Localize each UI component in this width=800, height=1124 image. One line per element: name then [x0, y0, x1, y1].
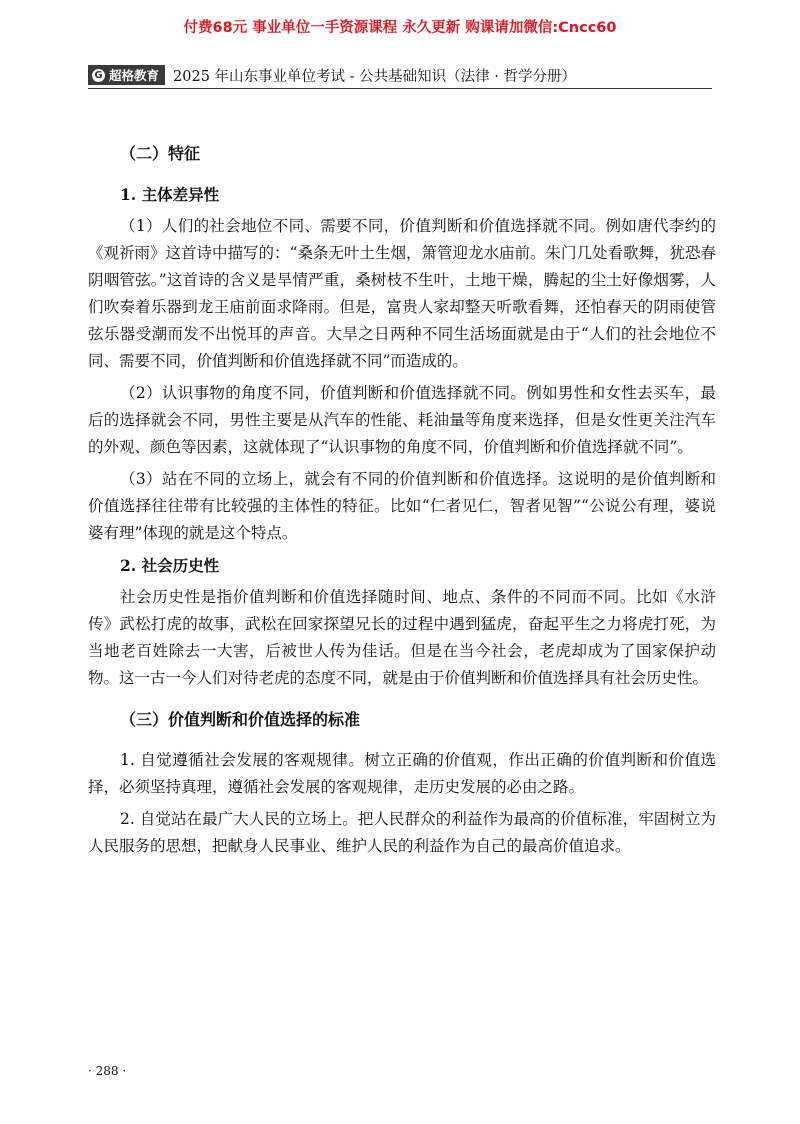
subheading-social-history: 2. 社会历史性	[120, 556, 220, 575]
paragraph: （1）人们的社会地位不同、需要不同，价值判断和价值选择就不同。例如唐代李约的《观祈雨》这首诗中描写的：“桑条无叶土生烟，箫管迎龙水庙前。朱门几处看歌舞，犹恐春阴咽管弦。”这首诗的含义是旱情严重，桑树枝不生叶，土地干燥，腾起的尘土好像烟雾，人们吹奏着乐器到龙王庙前面求降雨。但是，富贵人家却整天听歌看舞，还怕春天的阴雨使管弦乐器受潮而发不出悦耳的声音。大旱之日两种不同生活场面就是由于“人们的社会地位不同、需要不同，价值判断和价值选择就不同”而造成的。	[88, 217, 716, 370]
section-heading-standards: （三）价值判断和价值选择的标准	[120, 710, 361, 729]
brand-logo	[88, 65, 165, 85]
subheading-subject-difference: 1. 主体差异性	[120, 185, 220, 204]
paragraph: 2. 自觉站在最广大人民的立场上。把人民群众的利益作为最高的价值标准，牢固树立为人民服务的思想，把献身人民事业、维护人民的利益作为自己的最高价值追求。	[88, 810, 716, 855]
page-content	[88, 140, 716, 865]
logo-text: 超格教育	[109, 68, 160, 83]
section-heading-features: （二）特征	[120, 144, 201, 163]
header-title: 2025 年山东事业单位考试 - 公共基础知识（法律 · 哲学分册）	[173, 68, 576, 85]
page-header	[88, 62, 712, 89]
logo-icon: G	[92, 69, 105, 82]
promo-banner: 付费68元 事业单位一手资源课程 永久更新 购课请加微信:Cncc60	[183, 20, 617, 36]
paragraph: 社会历史性是指价值判断和价值选择随时间、地点、条件的不同而不同。比如《水浒传》武松打虎的故事，武松在回家探望兄长的过程中遇到猛虎，奋起平生之力将虎打死，为当地老百姓除去一大害，后被世人传为佳话。但是在当今社会，老虎却成为了国家保护动物。这一古一今人们对待老虎的态度不同，就是由于价值判断和价值选择具有社会历史性。	[88, 588, 716, 687]
page-number: · 288 ·	[88, 1064, 127, 1078]
paragraph: （3）站在不同的立场上，就会有不同的价值判断和价值选择。这说明的是价值判断和价值选择往往带有比较强的主体性的特征。比如“仁者见仁，智者见智”“公说公有理，婆说婆有理”体现的就是这个特点。	[88, 470, 716, 542]
paragraph: 1. 自觉遵循社会发展的客观规律。树立正确的价值观，作出正确的价值判断和价值选择，必须坚持真理，遵循社会发展的客观规律，走历史发展的必由之路。	[88, 751, 716, 796]
paragraph: （2）认识事物的角度不同，价值判断和价值选择就不同。例如男性和女性去买车，最后的选择就会不同，男性主要是从汽车的性能、耗油量等角度来选择，但是女性更关注汽车的外观、颜色等因素，这就体现了“认识事物的角度不同，价值判断和价值选择就不同”。	[88, 384, 716, 456]
